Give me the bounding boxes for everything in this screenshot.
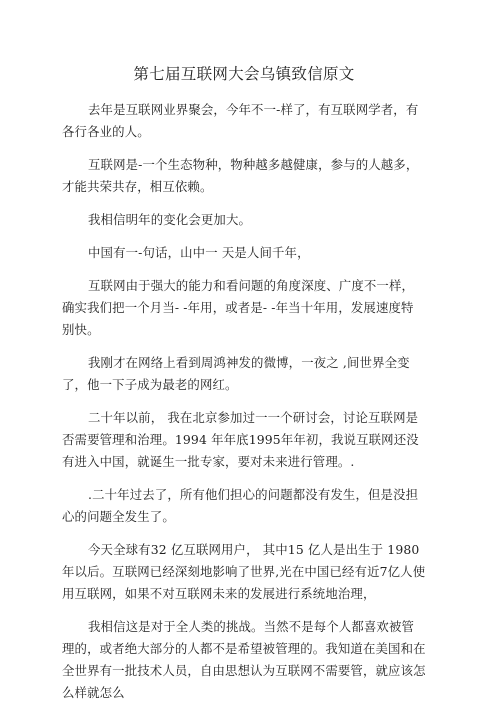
paragraph: 我相信这是对于全人类的挑战。当然不是每个人都喜欢被管理的，或者绝大部分的人都不是希望被管理的。我知道在美国和在全世界有一批技术人员，自由思想认为互联网不需要管，就应该怎么样就怎么 (62, 619, 426, 700)
paragraph: 二十年以前， 我在北京参加过一一个研讨会，讨论互联网是否需要管理和治理。1994 年年底1995年年初，我说互联网还没有进入中国，就诞生一批专家，要对未来进行管理。. (62, 410, 419, 469)
paragraph: 中国有一-句话，山中一 天是人间千年， (88, 245, 310, 260)
paragraph: .二十年过去了，所有他们担心的问题都没有发生，但是没担心的问题全发生了。 (62, 487, 419, 524)
paragraph: 今天全球有32 亿互联网用户， 其中15 亿人是出生于 1980年以后。互联网已经深刻地影响了世界,光在中国已经有近7亿人使用互联网，如果不对互联网未来的发展进行系统地治理， (62, 542, 426, 601)
paragraph: 去年是互联网业界聚会，今年不一-样了，有互联网学者，有各行各业的人。 (62, 102, 419, 139)
paragraph: 我相信明年的变化会更加大。 (88, 212, 252, 227)
document-title: 第七届互联网大会乌镇致信原文 (133, 65, 355, 83)
paragraph: 互联网是-一个生态物种，物种越多越健康，参与的人越多，才能共荣共存，相互依赖。 (62, 157, 419, 194)
paragraph: 我刚才在网络上看到周鸿神发的微博，一夜之 ,间世界全变了，他一下子成为最老的网红。 (62, 355, 410, 392)
paragraph: 互联网由于强大的能力和看问题的角度深度、广度不一样，确实我们把一个月当- -年用，或者是- -年当十年用，发展速度特别快。 (62, 278, 415, 337)
